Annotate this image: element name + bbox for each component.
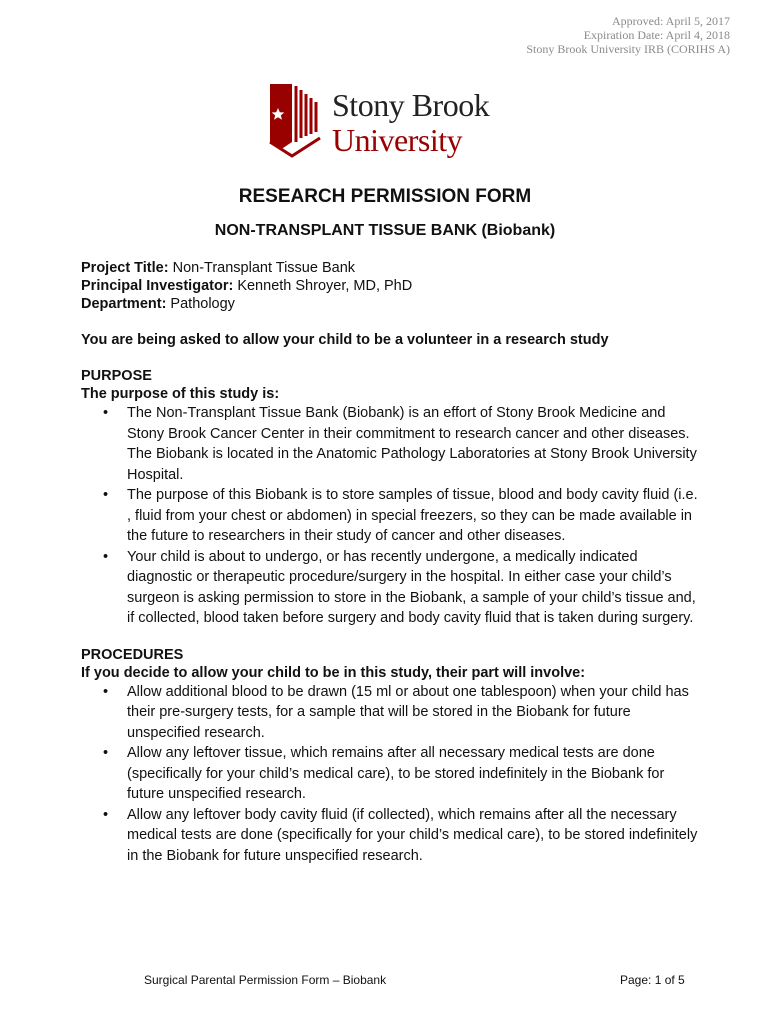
list-item: • Your child is about to undergo, or has recently undergone, a medically indicated diagnostic or therapeutic procedure/surgery in the hospital. In either case your child’s surgeon is asking permission to store in the Biobank, a sample of your child’s tissue and, if collected, blood taken before surgery and body cavity fluid that is taken during surgery. [81, 547, 701, 629]
intro-statement: You are being asked to allow your child to be a volunteer in a research study [81, 332, 609, 348]
logo-line-stony-brook: Stony Brook [332, 87, 490, 123]
expiration-date: Expiration Date: April 4, 2018 [583, 28, 730, 42]
department-label: Department: [81, 296, 167, 312]
list-item: • The purpose of this Biobank is to store samples of tissue, blood and body cavity fluid (i.e. , fluid from your chest or abdomen) in special freezers, so they can be made available in the future to researchers in their study of cancer and other diseases. [81, 485, 701, 547]
approval-date: Approved: April 5, 2017 [612, 14, 730, 28]
procedures-subheading: If you decide to allow your child to be in this study, their part will involve: [81, 664, 586, 681]
department-line [81, 295, 701, 313]
procedures-heading: PROCEDURES [81, 646, 184, 663]
form-body [81, 259, 701, 866]
shield-logo-icon [268, 82, 324, 166]
logo-line-university: University [332, 122, 463, 158]
page-title: RESEARCH PERMISSION FORM [238, 186, 532, 207]
department-value: Pathology [166, 296, 235, 312]
university-logo [268, 82, 508, 166]
logo-wordmark [332, 88, 489, 158]
list-item: • Allow additional blood to be drawn (15 ml or about one tablespoon) when your child has their pre-surgery tests, for a sample that will be stored in the Biobank for future unspecified research. [81, 682, 701, 744]
list-item: • The Non-Transplant Tissue Bank (Biobank) is an effort of Stony Brook Medicine and Stony Brook Cancer Center in their commitment to research cancer and other diseases. The Biobank is located in the Anatomic Pathology Laboratories at Stony Brook University Hospital. [81, 403, 701, 485]
purpose-heading: PURPOSE [81, 368, 152, 384]
page-subtitle: NON-TRANSPLANT TISSUE BANK (Biobank) [214, 222, 556, 239]
pi-line [81, 277, 701, 295]
purpose-subheading: The purpose of this study is: [81, 386, 280, 402]
purpose-list [81, 403, 701, 629]
project-title-label: Project Title: [81, 260, 169, 276]
irb-name: Stony Brook University IRB (CORIHS A) [526, 42, 730, 56]
footer-form-name: Surgical Parental Permission Form – Biobank [144, 973, 387, 987]
list-item: • Allow any leftover tissue, which remains after all necessary medical tests are done (specifically for your child’s medical care), to be stored indefinitely in the Biobank for future unspecified research. [81, 743, 701, 805]
project-title-value: Non-Transplant Tissue Bank [168, 260, 356, 276]
pi-value: Kenneth Shroyer, MD, PhD [233, 278, 413, 294]
footer-page-number: Page: 1 of 5 [620, 973, 685, 987]
irb-stamp [526, 14, 730, 56]
project-title-line [81, 259, 701, 277]
list-item: • Allow any leftover body cavity fluid (if collected), which remains after all the necessary medical tests are done (specifically for your child’s medical care), to be stored indefinitely in the Biobank for future unspecified research. [81, 805, 701, 867]
procedures-list [81, 682, 701, 867]
pi-label: Principal Investigator: [81, 278, 234, 294]
